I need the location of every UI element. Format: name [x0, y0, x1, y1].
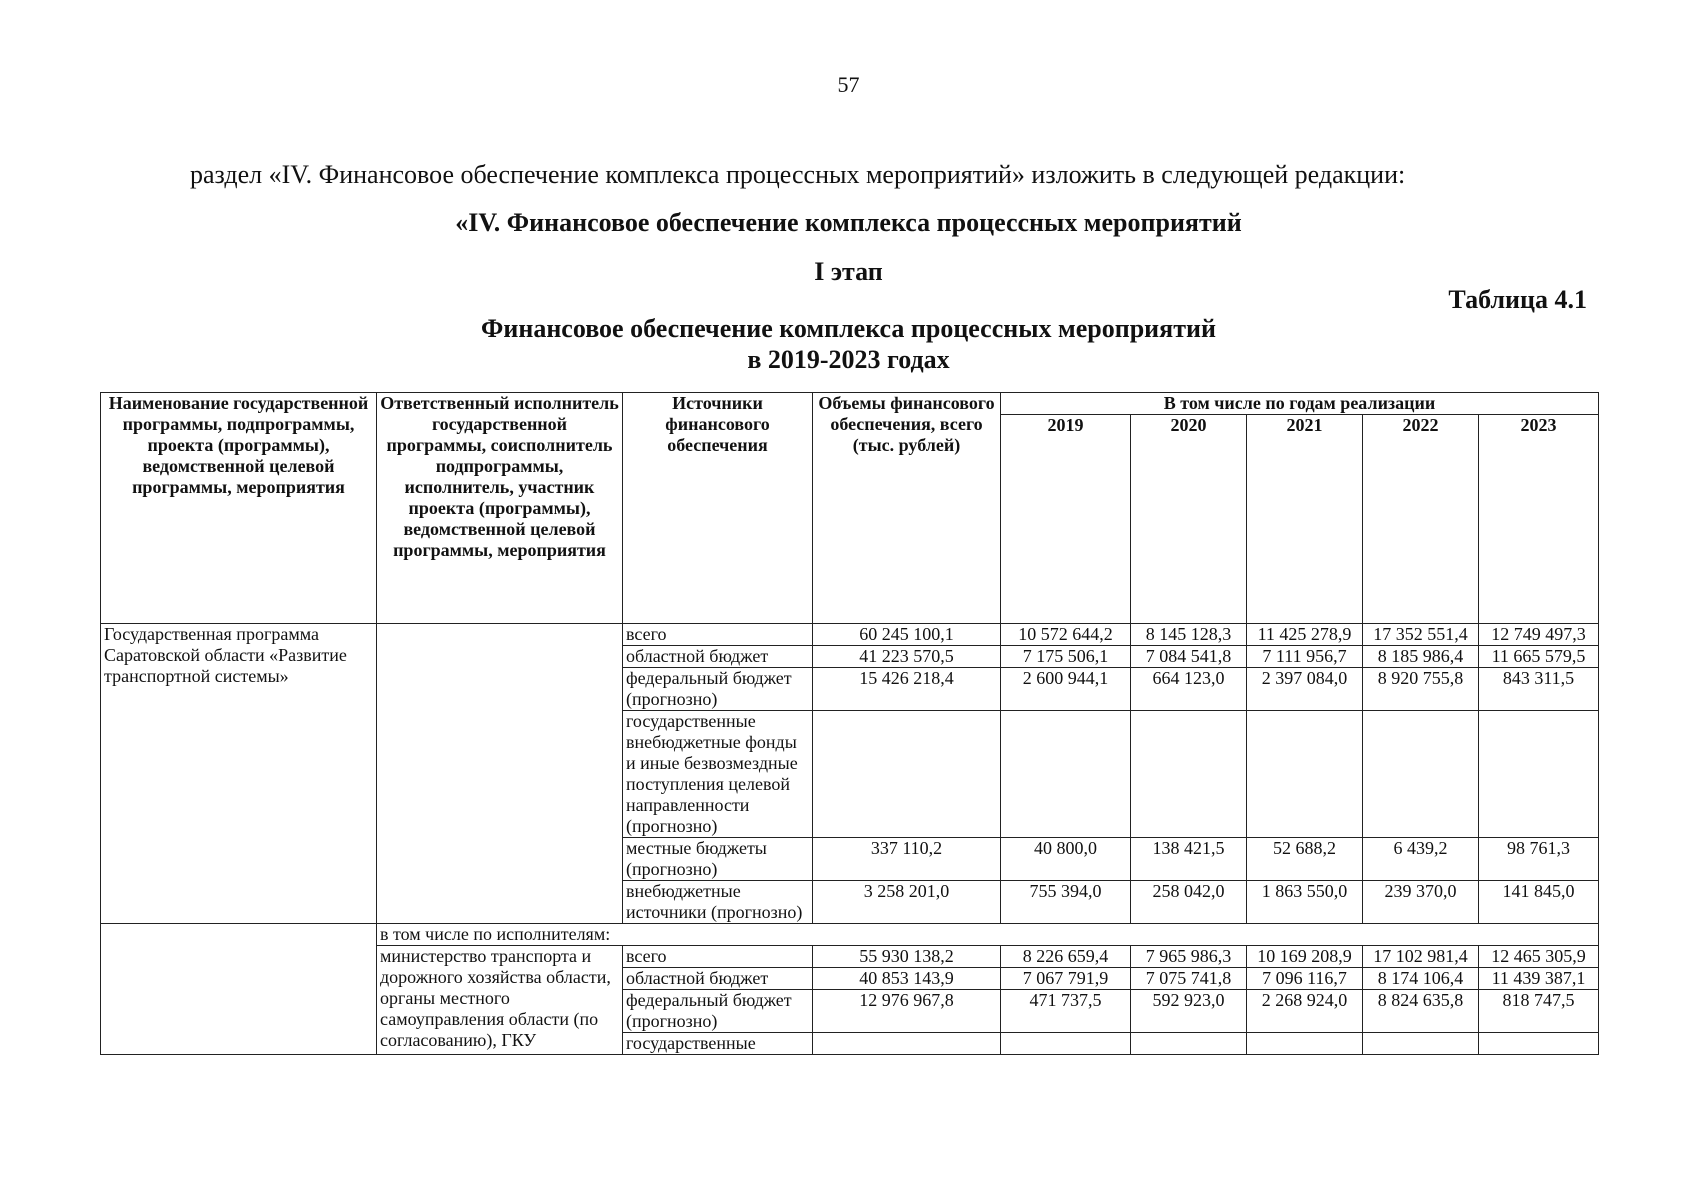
source-cell: федеральный бюджет (прогнозно) — [623, 990, 813, 1033]
table-title-line2: в 2019-2023 годах — [747, 345, 950, 374]
table-row — [101, 624, 1599, 646]
year-cell — [1001, 711, 1131, 838]
year-cell: 141 845,0 — [1479, 881, 1599, 924]
section-heading: «IV. Финансовое обеспечение комплекса процессных мероприятий — [455, 208, 1242, 237]
year-cell: 52 688,2 — [1247, 838, 1363, 881]
financing-table — [100, 392, 1599, 1055]
program-name: Государственная программа Саратовской области «Развитие транспортной системы» — [101, 624, 377, 924]
table-title — [0, 313, 1697, 375]
header-year: 2019 — [1001, 415, 1131, 624]
source-cell: всего — [623, 946, 813, 968]
year-cell: 7 965 986,3 — [1131, 946, 1247, 968]
year-cell — [1001, 1033, 1131, 1055]
stage-heading: I этап — [814, 257, 883, 286]
header-responsible: Ответственный исполнитель государственной программы, соисполнитель подпрограммы, исполнитель, участник проекта (программы), ведомственной целевой программы, мероприятия — [377, 393, 623, 624]
header-year: 2022 — [1363, 415, 1479, 624]
year-cell: 239 370,0 — [1363, 881, 1479, 924]
program-name-continuation — [101, 924, 377, 1055]
year-cell: 8 920 755,8 — [1363, 668, 1479, 711]
year-cell: 7 175 506,1 — [1001, 646, 1131, 668]
table-number: Таблица 4.1 — [1448, 285, 1587, 314]
year-cell — [1363, 1033, 1479, 1055]
year-cell: 11 665 579,5 — [1479, 646, 1599, 668]
year-cell — [1247, 711, 1363, 838]
by-executors-label: в том числе по исполнителям: — [377, 924, 1599, 946]
year-cell: 1 863 550,0 — [1247, 881, 1363, 924]
year-cell — [1363, 711, 1479, 838]
year-cell: 8 174 106,4 — [1363, 968, 1479, 990]
total-cell: 40 853 143,9 — [813, 968, 1001, 990]
total-cell: 55 930 138,2 — [813, 946, 1001, 968]
table-title-line1: Финансовое обеспечение комплекса процессных мероприятий — [481, 314, 1216, 343]
year-cell: 2 600 944,1 — [1001, 668, 1131, 711]
year-cell — [1131, 1033, 1247, 1055]
intro-text: раздел «IV. Финансовое обеспечение комплекса процессных мероприятий» изложить в следующей редакции: — [190, 160, 1406, 189]
year-cell: 2 268 924,0 — [1247, 990, 1363, 1033]
year-cell: 17 352 551,4 — [1363, 624, 1479, 646]
year-cell: 11 439 387,1 — [1479, 968, 1599, 990]
year-cell: 2 397 084,0 — [1247, 668, 1363, 711]
source-cell: местные бюджеты (прогнозно) — [623, 838, 813, 881]
header-source: Источники финансового обеспечения — [623, 393, 813, 624]
year-cell: 12 749 497,3 — [1479, 624, 1599, 646]
year-cell — [1247, 1033, 1363, 1055]
year-cell: 40 800,0 — [1001, 838, 1131, 881]
year-cell — [1479, 1033, 1599, 1055]
year-cell: 8 185 986,4 — [1363, 646, 1479, 668]
year-cell — [1479, 711, 1599, 838]
year-cell: 11 425 278,9 — [1247, 624, 1363, 646]
total-cell: 41 223 570,5 — [813, 646, 1001, 668]
year-cell: 8 824 635,8 — [1363, 990, 1479, 1033]
year-cell: 664 123,0 — [1131, 668, 1247, 711]
year-cell: 6 439,2 — [1363, 838, 1479, 881]
header-name: Наименование государственной программы, подпрограммы, проекта (программы), ведомственной целевой программы, мероприятия — [101, 393, 377, 624]
source-cell: внебюджетные источники (прогнозно) — [623, 881, 813, 924]
total-cell — [813, 1033, 1001, 1055]
source-cell: государственные — [623, 1033, 813, 1055]
year-cell: 592 923,0 — [1131, 990, 1247, 1033]
total-cell: 337 110,2 — [813, 838, 1001, 881]
year-cell: 98 761,3 — [1479, 838, 1599, 881]
source-cell: всего — [623, 624, 813, 646]
year-cell: 471 737,5 — [1001, 990, 1131, 1033]
year-cell: 843 311,5 — [1479, 668, 1599, 711]
year-cell: 755 394,0 — [1001, 881, 1131, 924]
year-cell: 8 145 128,3 — [1131, 624, 1247, 646]
year-cell: 7 096 116,7 — [1247, 968, 1363, 990]
source-cell: областной бюджет — [623, 968, 813, 990]
year-cell: 17 102 981,4 — [1363, 946, 1479, 968]
year-cell: 818 747,5 — [1479, 990, 1599, 1033]
total-cell: 15 426 218,4 — [813, 668, 1001, 711]
year-cell: 7 084 541,8 — [1131, 646, 1247, 668]
source-cell: государственные внебюджетные фонды и иные безвозмездные поступления целевой направленности (прогнозно) — [623, 711, 813, 838]
year-cell: 138 421,5 — [1131, 838, 1247, 881]
table-row — [101, 924, 1599, 946]
header-year: 2020 — [1131, 415, 1247, 624]
total-cell: 3 258 201,0 — [813, 881, 1001, 924]
total-cell: 60 245 100,1 — [813, 624, 1001, 646]
year-cell — [1131, 711, 1247, 838]
header-year: 2023 — [1479, 415, 1599, 624]
page-number: 57 — [837, 72, 860, 97]
header-year: 2021 — [1247, 415, 1363, 624]
year-cell: 10 169 208,9 — [1247, 946, 1363, 968]
source-cell: областной бюджет — [623, 646, 813, 668]
year-cell: 7 111 956,7 — [1247, 646, 1363, 668]
header-total: Объемы финансового обеспечения, всего (тыс. рублей) — [813, 393, 1001, 624]
year-cell: 7 075 741,8 — [1131, 968, 1247, 990]
year-cell: 258 042,0 — [1131, 881, 1247, 924]
year-cell: 8 226 659,4 — [1001, 946, 1131, 968]
responsible-cell — [377, 624, 623, 924]
executor-name: министерство транспорта и дорожного хозяйства области, органы местного самоуправления области (по согласованию), ГКУ — [377, 946, 623, 1055]
total-cell — [813, 711, 1001, 838]
total-cell: 12 976 967,8 — [813, 990, 1001, 1033]
header-by-years: В том числе по годам реализации — [1001, 393, 1599, 415]
year-cell: 7 067 791,9 — [1001, 968, 1131, 990]
year-cell: 12 465 305,9 — [1479, 946, 1599, 968]
source-cell: федеральный бюджет (прогнозно) — [623, 668, 813, 711]
year-cell: 10 572 644,2 — [1001, 624, 1131, 646]
